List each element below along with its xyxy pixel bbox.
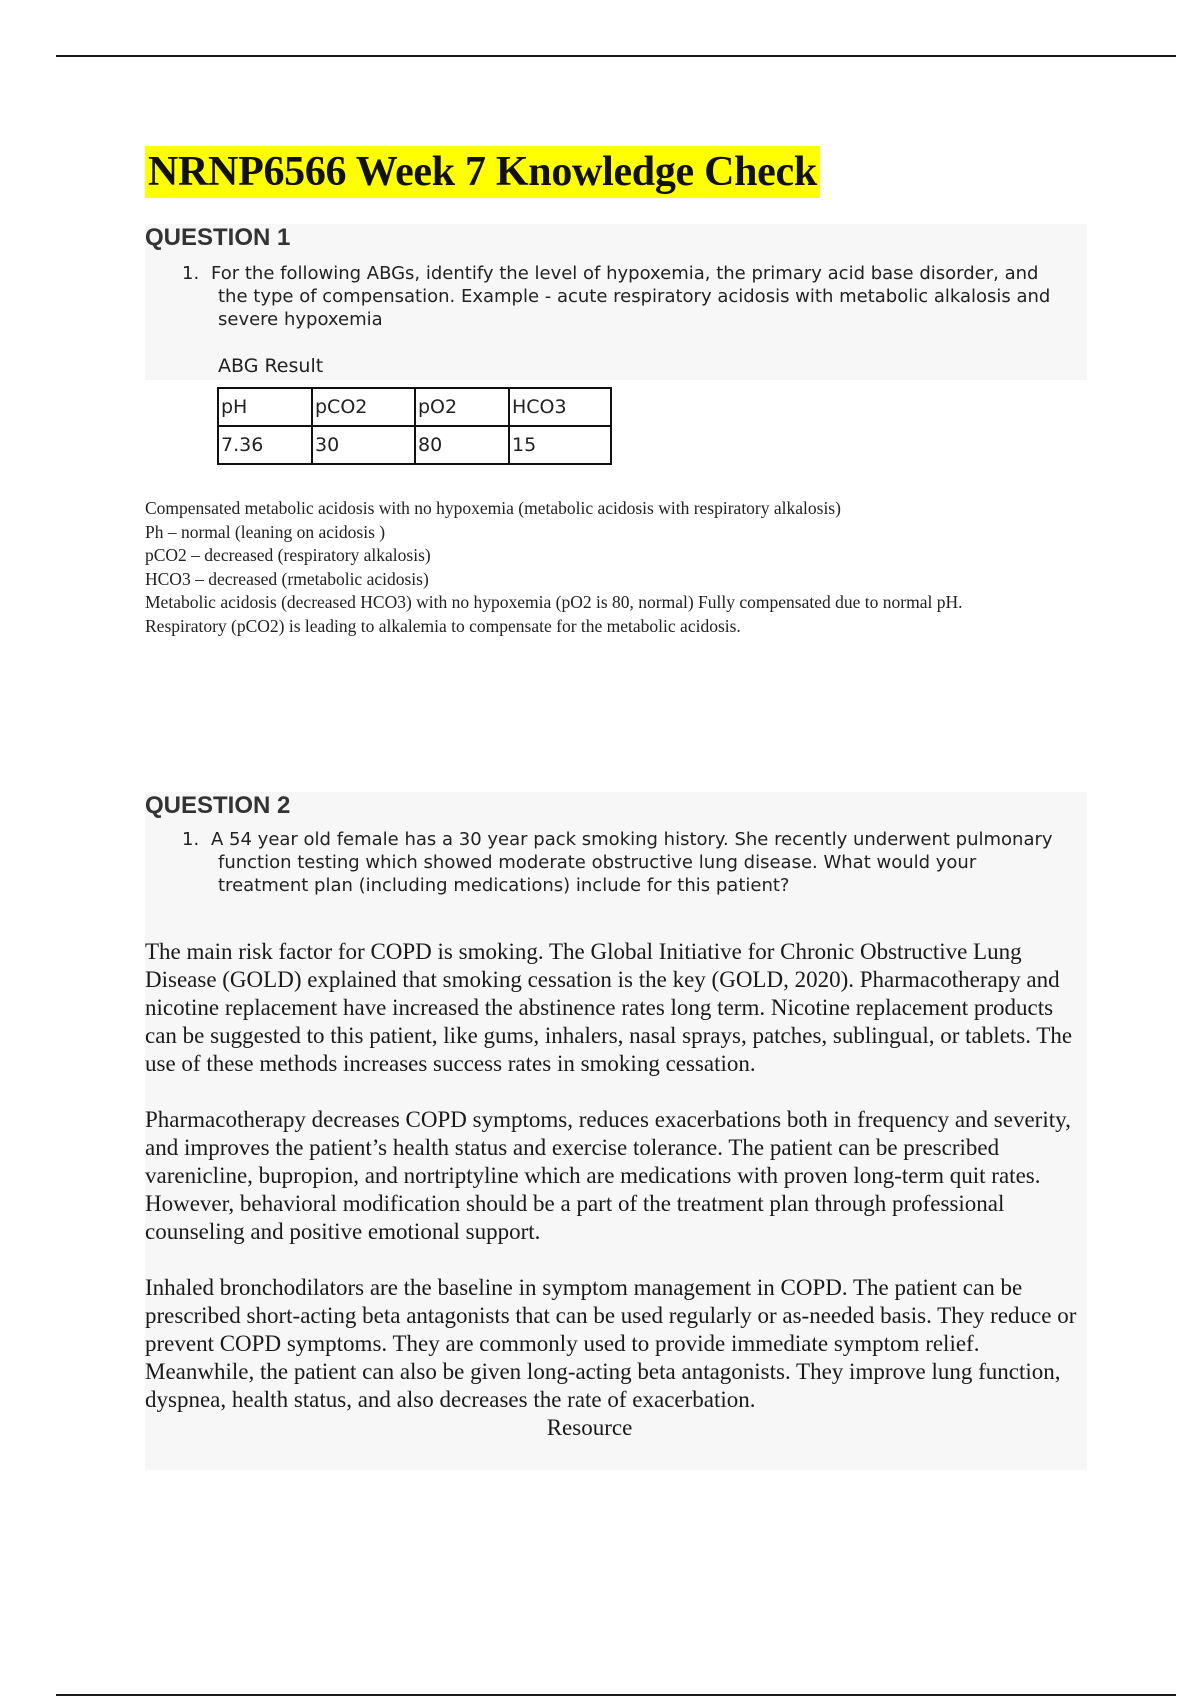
abg-header-cell: pCO2 [312,388,415,426]
question-2-prompt [182,828,1062,897]
bottom-rule [56,1694,1176,1696]
answer-line: Metabolic acidosis (decreased HCO3) with no hypoxemia (pO2 is 80, normal) Fully compensated due to normal pH. [145,592,963,612]
abg-value-cell: 80 [415,426,509,464]
abg-table [217,387,612,465]
answer-line: Ph – normal (leaning on acidosis ) [145,521,386,542]
abg-header-cell: pO2 [415,388,509,426]
answer-line: Respiratory (pCO2) is leading to alkalemia to compensate for the metabolic acidosis. [145,615,741,636]
abg-header-row [218,388,611,426]
resource-label: Resource [546,1415,633,1440]
answer-paragraph: Pharmacotherapy decreases COPD symptoms, reduces exacerbations both in frequency and severity, and improves the patient’s health status and exercise tolerance. The patient can be prescribed varenicline, bupropion, and nortriptyline which are medications with proven long-term quit rates. However, behavioral modification should be a part of the treatment plan through professional counseling and positive emotional support. [145,1107,1071,1244]
abg-value-cell: 15 [509,426,611,464]
question-2-number: 1. [182,829,200,850]
question-1-number: 1. [182,263,200,284]
abg-value-cell: 7.36 [218,426,312,464]
page-title: NRNP6566 Week 7 Knowledge Check [145,146,820,198]
answer-paragraph: Inhaled bronchodilators are the baseline in symptom management in COPD. The patient can be prescribed short-acting beta antagonists that can be used regularly or as-needed basis. They reduce or prevent COPD symptoms. They are commonly used to provide immediate symptom relief. Meanwhile, the patient can also be given long-acting beta antagonists. They improve lung function, dyspnea, health status, and also decreases the rate of exacerbation. [145,1275,1077,1412]
question-1-answer [145,497,1095,638]
abg-header-cell: HCO3 [509,388,611,426]
abg-value-row [218,426,611,464]
answer-paragraph: The main risk factor for COPD is smoking. The Global Initiative for Chronic Obstructive Lung Disease (GOLD) explained that smoking cessation is the key (GOLD, 2020). Pharmacotherapy and nicotine replacement have increased the abstinence rates long term. Nicotine replacement products can be suggested to this patient, like gums, inhalers, nasal sprays, patches, sublingual, or tablets. The use of these methods increases success rates in smoking cessation. [145,939,1073,1076]
question-2-prompt-text: A 54 year old female has a 30 year pack smoking history. She recently underwent pulmonary function testing which showed moderate obstructive lung disease. What would your treatment plan (including medications) include for this patient? [211,829,1053,896]
question-1-heading: QUESTION 1 [145,224,291,251]
question-1-prompt [182,262,1062,331]
question-2-answer [145,938,1090,1442]
question-2-heading: QUESTION 2 [145,792,291,819]
abg-header-cell: pH [218,388,312,426]
answer-line: Compensated metabolic acidosis with no hypoxemia (metabolic acidosis with respiratory alkalosis) [145,498,841,518]
top-rule [56,55,1176,57]
answer-line: HCO3 – decreased (rmetabolic acidosis) [145,568,429,589]
abg-result-label: ABG Result [218,355,324,377]
question-1-prompt-text: For the following ABGs, identify the level of hypoxemia, the primary acid base disorder, and the type of compensation. Example - acute respiratory acidosis with metabolic alkalosis and severe hypoxemia [211,263,1051,330]
answer-line: pCO2 – decreased (respiratory alkalosis) [145,545,431,565]
abg-value-cell: 30 [312,426,415,464]
